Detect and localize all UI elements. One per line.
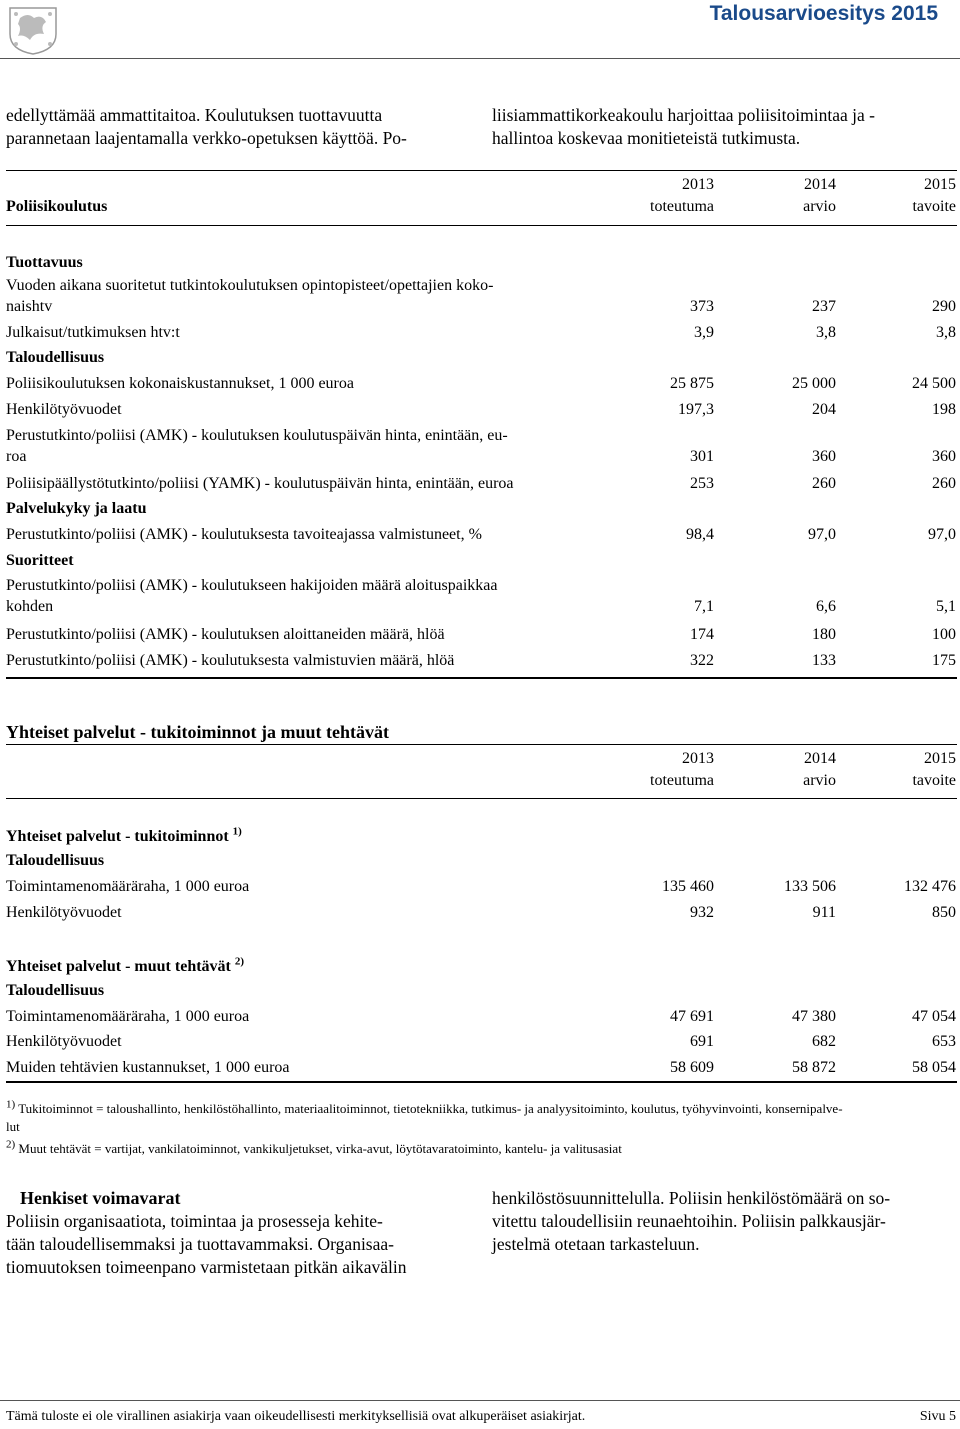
cell-value: 58 872 xyxy=(792,1059,836,1076)
row-label: Suoritteet xyxy=(6,552,74,569)
row-label: Taloudellisuus xyxy=(6,349,105,366)
cell-value: 850 xyxy=(932,904,956,921)
cell-value: 98,4 xyxy=(686,526,714,543)
intro-left-column xyxy=(6,104,476,150)
cell-value: 197,3 xyxy=(678,401,714,418)
cell-value: 911 xyxy=(812,904,836,921)
row-label: Henkilötyövuodet xyxy=(6,904,122,921)
row-label: Taloudellisuus xyxy=(6,982,105,999)
footnote-1: $^{1)}$ Tukitoiminnot = taloushallinto, henkilöstöhallinto, materiaalitoiminnot, tietotekniikka, tutkimus- ja analyysitoiminto, koulutus, työhyvinvointi, konsernipalve- xyxy=(6,1098,843,1116)
page-header-title: Talousarvioesitys 2015 xyxy=(709,2,938,25)
cell-value: 58 054 xyxy=(912,1059,956,1076)
section-heading: Henkiset voimavarat xyxy=(20,1188,181,1208)
cell-value: 3,8 xyxy=(936,324,956,341)
text-line: jestelmä otetaan tarkasteluun. xyxy=(492,1234,700,1254)
cell-value: 6,6 xyxy=(816,598,836,615)
table-rule xyxy=(6,225,957,226)
cell-value: 260 xyxy=(932,475,956,492)
cell-value: 135 460 xyxy=(662,878,714,895)
row-label: Palvelukyky ja laatu xyxy=(6,500,147,517)
cell-value: 97,0 xyxy=(808,526,836,543)
cell-value: 97,0 xyxy=(928,526,956,543)
page-number: Sivu 5 xyxy=(919,1409,956,1424)
cell-value: 682 xyxy=(812,1033,836,1050)
row-label: Perustutkinto/poliisi (AMK) - koulutuksen koulutuspäivän hinta, enintään, eu- roa xyxy=(6,427,508,465)
cell-value: 24 500 xyxy=(912,375,956,392)
cell-value: 373 xyxy=(690,298,714,315)
coat-of-arms-logo xyxy=(4,4,62,56)
row-label: Taloudellisuus xyxy=(6,852,105,869)
row-label: Henkilötyövuodet xyxy=(6,1033,122,1050)
footnote-1-cont: lut xyxy=(6,1119,20,1134)
cell-value: 174 xyxy=(690,626,714,643)
table-rule xyxy=(6,1081,957,1083)
cell-value: 25 000 xyxy=(792,375,836,392)
row-label: Poliisipäällystötutkinto/poliisi (YAMK) - koulutuspäivän hinta, enintään, euroa xyxy=(6,475,514,492)
row-label: Vuoden aikana suoritetut tutkintokoulutuksen opintopisteet/opettajien koko- naishtv xyxy=(6,277,494,315)
row-label: Henkilötyövuodet xyxy=(6,401,122,418)
cell-value: 5,1 xyxy=(936,598,956,615)
cell-value: 253 xyxy=(690,475,714,492)
hr-right-column xyxy=(492,1187,957,1256)
hr-left-column xyxy=(6,1210,472,1279)
cell-value: 180 xyxy=(812,626,836,643)
cell-value: 360 xyxy=(812,448,836,465)
cell-value: 7,1 xyxy=(694,598,714,615)
cell-value: 204 xyxy=(812,401,836,418)
cell-value: 175 xyxy=(932,652,956,669)
cell-value: 260 xyxy=(812,475,836,492)
header-divider xyxy=(0,58,960,59)
row-label: Perustutkinto/poliisi (AMK) - koulutukseen hakijoiden määrä aloituspaikkaa kohden xyxy=(6,577,498,615)
cell-value: 133 506 xyxy=(784,878,836,895)
row-label: Muiden tehtävien kustannukset, 1 000 euroa xyxy=(6,1059,290,1076)
cell-value: 691 xyxy=(690,1033,714,1050)
cell-value: 237 xyxy=(812,298,836,315)
text-line: tään taloudellisemmaksi ja tuottavammaksi. Organisaa- xyxy=(6,1234,394,1254)
cell-value: 301 xyxy=(690,448,714,465)
row-label: Perustutkinto/poliisi (AMK) - koulutuksesta tavoiteajassa valmistuneet, % xyxy=(6,526,482,543)
text-line: hallintoa koskevaa monitieteistä tutkimusta. xyxy=(492,128,801,148)
cell-value: 58 609 xyxy=(670,1059,714,1076)
table-rule xyxy=(6,798,957,799)
table-title: Poliisikoulutus xyxy=(6,198,108,215)
cell-value: 133 xyxy=(812,652,836,669)
table-rule xyxy=(6,744,957,745)
row-label: Toimintamenomääräraha, 1 000 euroa xyxy=(6,878,250,895)
cell-value: 47 691 xyxy=(670,1008,714,1025)
row-label: Tuottavuus xyxy=(6,254,83,271)
table-rule xyxy=(6,170,957,171)
footnote-2: $^{2)}$ Muut tehtävät = vartijat, vankilatoiminnot, vankikuljetukset, virka-avut, löytötavaratoiminto, kantelu- ja valitusasiat xyxy=(6,1138,622,1156)
cell-value: 932 xyxy=(690,904,714,921)
text-line: Poliisin organisaatiota, toimintaa ja prosesseja kehite- xyxy=(6,1211,383,1231)
cell-value: 360 xyxy=(932,448,956,465)
text-line: vitettu taloudellisiin reunaehtoihin. Poliisin palkkausjär- xyxy=(492,1211,886,1231)
cell-value: 25 875 xyxy=(670,375,714,392)
text-line: tiomuutoksen toimeenpano varmistetaan pitkän aikavälin xyxy=(6,1257,407,1277)
text-line: liisiammattikorkeakoulu harjoittaa poliisitoimintaa ja - xyxy=(492,105,875,125)
text-line: edellyttämää ammattitaitoa. Koulutuksen tuottavuutta xyxy=(6,105,383,125)
cell-value: 3,9 xyxy=(694,324,714,341)
cell-value: 47 054 xyxy=(912,1008,956,1025)
cell-value: 322 xyxy=(690,652,714,669)
cell-value: 132 476 xyxy=(904,878,956,895)
row-label: Julkaisut/tutkimuksen htv:t xyxy=(6,324,180,341)
cell-value: 653 xyxy=(932,1033,956,1050)
row-label: Perustutkinto/poliisi (AMK) - koulutuksesta valmistuvien määrä, hlöä xyxy=(6,652,455,669)
table-rule xyxy=(6,677,957,679)
footer-divider xyxy=(0,1400,960,1401)
cell-value: 100 xyxy=(932,626,956,643)
cell-value: 198 xyxy=(932,401,956,418)
row-label: Perustutkinto/poliisi (AMK) - koulutuksen aloittaneiden määrä, hlöä xyxy=(6,626,445,643)
footer-disclaimer: Tämä tuloste ei ole virallinen asiakirja vaan oikeudellisesti merkityksellisiä ovat alkuperäiset asiakirjat. xyxy=(6,1409,586,1424)
cell-value: 47 380 xyxy=(792,1008,836,1025)
cell-value: 3,8 xyxy=(816,324,836,341)
text-line: parannetaan laajentamalla verkko-opetuksen käyttöä. Po- xyxy=(6,128,407,148)
row-label: Poliisikoulutuksen kokonaiskustannukset, 1 000 euroa xyxy=(6,375,354,392)
text-line: henkilöstösuunnittelulla. Poliisin henkilöstömäärä on so- xyxy=(492,1188,891,1208)
cell-value: 290 xyxy=(932,298,956,315)
row-label: Toimintamenomääräraha, 1 000 euroa xyxy=(6,1008,250,1025)
intro-right-column xyxy=(492,104,957,150)
